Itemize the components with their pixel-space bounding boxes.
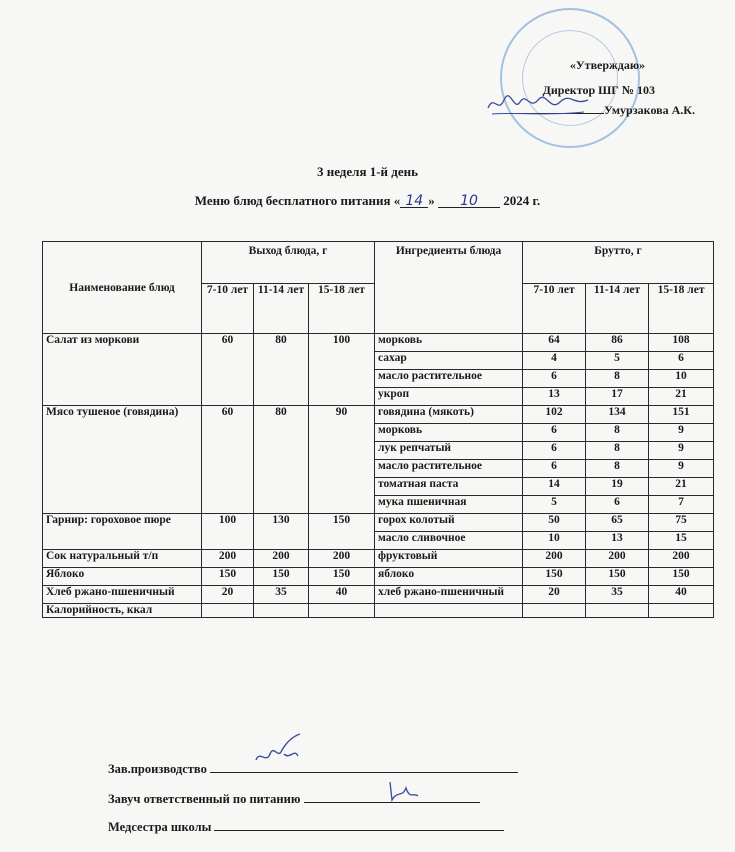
ingredient-name: хлеб ржано-пшеничный: [375, 586, 523, 604]
gross-value: 8: [586, 424, 649, 442]
header-gross: Брутто, г: [523, 242, 714, 284]
footer-deputy-label: Завуч ответственный по питанию: [108, 792, 301, 806]
output-value: 80: [254, 406, 309, 514]
week-day-title: 3 неделя 1-й день: [316, 164, 419, 179]
ingredient-name: горох колотый: [375, 514, 523, 532]
output-value: 80: [254, 334, 309, 406]
header-gross-15-18: 15-18 лет: [649, 284, 714, 334]
gross-value: 15: [649, 532, 714, 550]
dish-name: Мясо тушеное (говядина): [43, 406, 202, 514]
gross-value: 21: [649, 388, 714, 406]
output-value: 35: [254, 586, 309, 604]
deputy-signature: [384, 776, 424, 806]
production-signature: [250, 730, 310, 776]
gross-value: 64: [523, 334, 586, 352]
output-value: 100: [202, 514, 254, 550]
gross-value: 86: [586, 334, 649, 352]
ingredient-name: морковь: [375, 334, 523, 352]
gross-value: 134: [586, 406, 649, 424]
table-row: [43, 586, 714, 604]
gross-value: 200: [523, 550, 586, 568]
gross-value: 14: [523, 478, 586, 496]
gross-value: 8: [586, 370, 649, 388]
ingredient-name: сахар: [375, 352, 523, 370]
ingredient-name: масло сливочное: [375, 532, 523, 550]
ingredient-name: томатная паста: [375, 478, 523, 496]
gross-value: 10: [523, 532, 586, 550]
ingredient-name: морковь: [375, 424, 523, 442]
gross-value: 150: [523, 568, 586, 586]
ingredient-name: говядина (мякоть): [375, 406, 523, 424]
menu-year: 2024 г.: [503, 193, 541, 208]
footer-production-label: Зав.производство: [108, 762, 207, 776]
table-row: [43, 406, 714, 424]
ingredient-name: укроп: [375, 388, 523, 406]
gross-value: 13: [586, 532, 649, 550]
gross-value: 150: [586, 568, 649, 586]
gross-value: 5: [586, 352, 649, 370]
gross-value: 21: [649, 478, 714, 496]
header-gross-11-14: 11-14 лет: [586, 284, 649, 334]
gross-value: 9: [649, 424, 714, 442]
gross-value: 4: [523, 352, 586, 370]
output-value: 150: [254, 568, 309, 586]
table-row: [43, 514, 714, 532]
menu-month: 10: [438, 195, 500, 208]
output-value: 100: [309, 334, 375, 406]
output-value: 20: [202, 586, 254, 604]
header-age-7-10: 7-10 лет: [202, 284, 254, 334]
gross-value: 13: [523, 388, 586, 406]
header-ingredients: Ингредиенты блюда: [375, 242, 523, 334]
gross-value: 102: [523, 406, 586, 424]
gross-value: 200: [586, 550, 649, 568]
gross-value: 150: [649, 568, 714, 586]
gross-value: 6: [523, 442, 586, 460]
header-age-15-18: 15-18 лет: [309, 284, 375, 334]
calorie-label: Калорийность, ккал: [43, 604, 202, 618]
output-value: 40: [309, 586, 375, 604]
gross-value: 40: [649, 586, 714, 604]
output-value: 200: [202, 550, 254, 568]
gross-value: 6: [523, 370, 586, 388]
table-row: [43, 550, 714, 568]
ingredient-name: фруктовый: [375, 550, 523, 568]
gross-value: 75: [649, 514, 714, 532]
output-value: 200: [254, 550, 309, 568]
dish-name: Салат из моркови: [43, 334, 202, 406]
gross-value: 6: [649, 352, 714, 370]
approve-label: «Утверждаю»: [569, 58, 645, 72]
gross-value: 10: [649, 370, 714, 388]
menu-table: [42, 241, 714, 618]
gross-value: 19: [586, 478, 649, 496]
ingredient-name: яблоко: [375, 568, 523, 586]
menu-day: 14: [400, 195, 428, 208]
gross-value: 65: [586, 514, 649, 532]
gross-value: 6: [523, 424, 586, 442]
gross-value: 200: [649, 550, 714, 568]
header-age-11-14: 11-14 лет: [254, 284, 309, 334]
dish-name: Сок натуральный т/п: [43, 550, 202, 568]
output-value: 130: [254, 514, 309, 550]
menu-separator: »: [428, 193, 435, 208]
header-dish-name: Наименование блюд: [43, 242, 202, 334]
school-stamp: [500, 8, 640, 148]
menu-prefix: Меню блюд бесплатного питания «: [194, 193, 401, 208]
gross-value: 6: [586, 496, 649, 514]
gross-value: 50: [523, 514, 586, 532]
director-line: Директор ШГ № 103: [542, 83, 655, 97]
gross-value: 6: [523, 460, 586, 478]
gross-value: 8: [586, 442, 649, 460]
gross-value: 8: [586, 460, 649, 478]
gross-value: 35: [586, 586, 649, 604]
table-row: [43, 334, 714, 352]
dish-name: Яблоко: [43, 568, 202, 586]
ingredient-name: лук репчатый: [375, 442, 523, 460]
gross-value: 5: [523, 496, 586, 514]
gross-value: 9: [649, 442, 714, 460]
gross-value: 108: [649, 334, 714, 352]
director-signature: [484, 90, 594, 122]
output-value: 150: [309, 568, 375, 586]
ingredient-name: мука пшеничная: [375, 496, 523, 514]
footer-nurse-label: Медсестра школы: [108, 820, 212, 834]
header-output: Выход блюда, г: [202, 242, 375, 284]
ingredient-name: масло растительное: [375, 460, 523, 478]
footer-nurse-line: [214, 818, 504, 831]
output-value: 60: [202, 406, 254, 514]
dish-name: Хлеб ржано-пшеничный: [43, 586, 202, 604]
output-value: 60: [202, 334, 254, 406]
header-gross-7-10: 7-10 лет: [523, 284, 586, 334]
dish-name: Гарнир: гороховое пюре: [43, 514, 202, 550]
gross-value: 17: [586, 388, 649, 406]
table-row: [43, 568, 714, 586]
footer-nurse: [108, 818, 504, 835]
director-name: Умурзакова А.К.: [604, 103, 695, 117]
footer-production: [108, 760, 518, 777]
output-value: 200: [309, 550, 375, 568]
gross-value: 9: [649, 460, 714, 478]
menu-title: [0, 193, 735, 209]
output-value: 90: [309, 406, 375, 514]
gross-value: 7: [649, 496, 714, 514]
output-value: 150: [309, 514, 375, 550]
gross-value: 151: [649, 406, 714, 424]
gross-value: 20: [523, 586, 586, 604]
ingredient-name: масло растительное: [375, 370, 523, 388]
output-value: 150: [202, 568, 254, 586]
